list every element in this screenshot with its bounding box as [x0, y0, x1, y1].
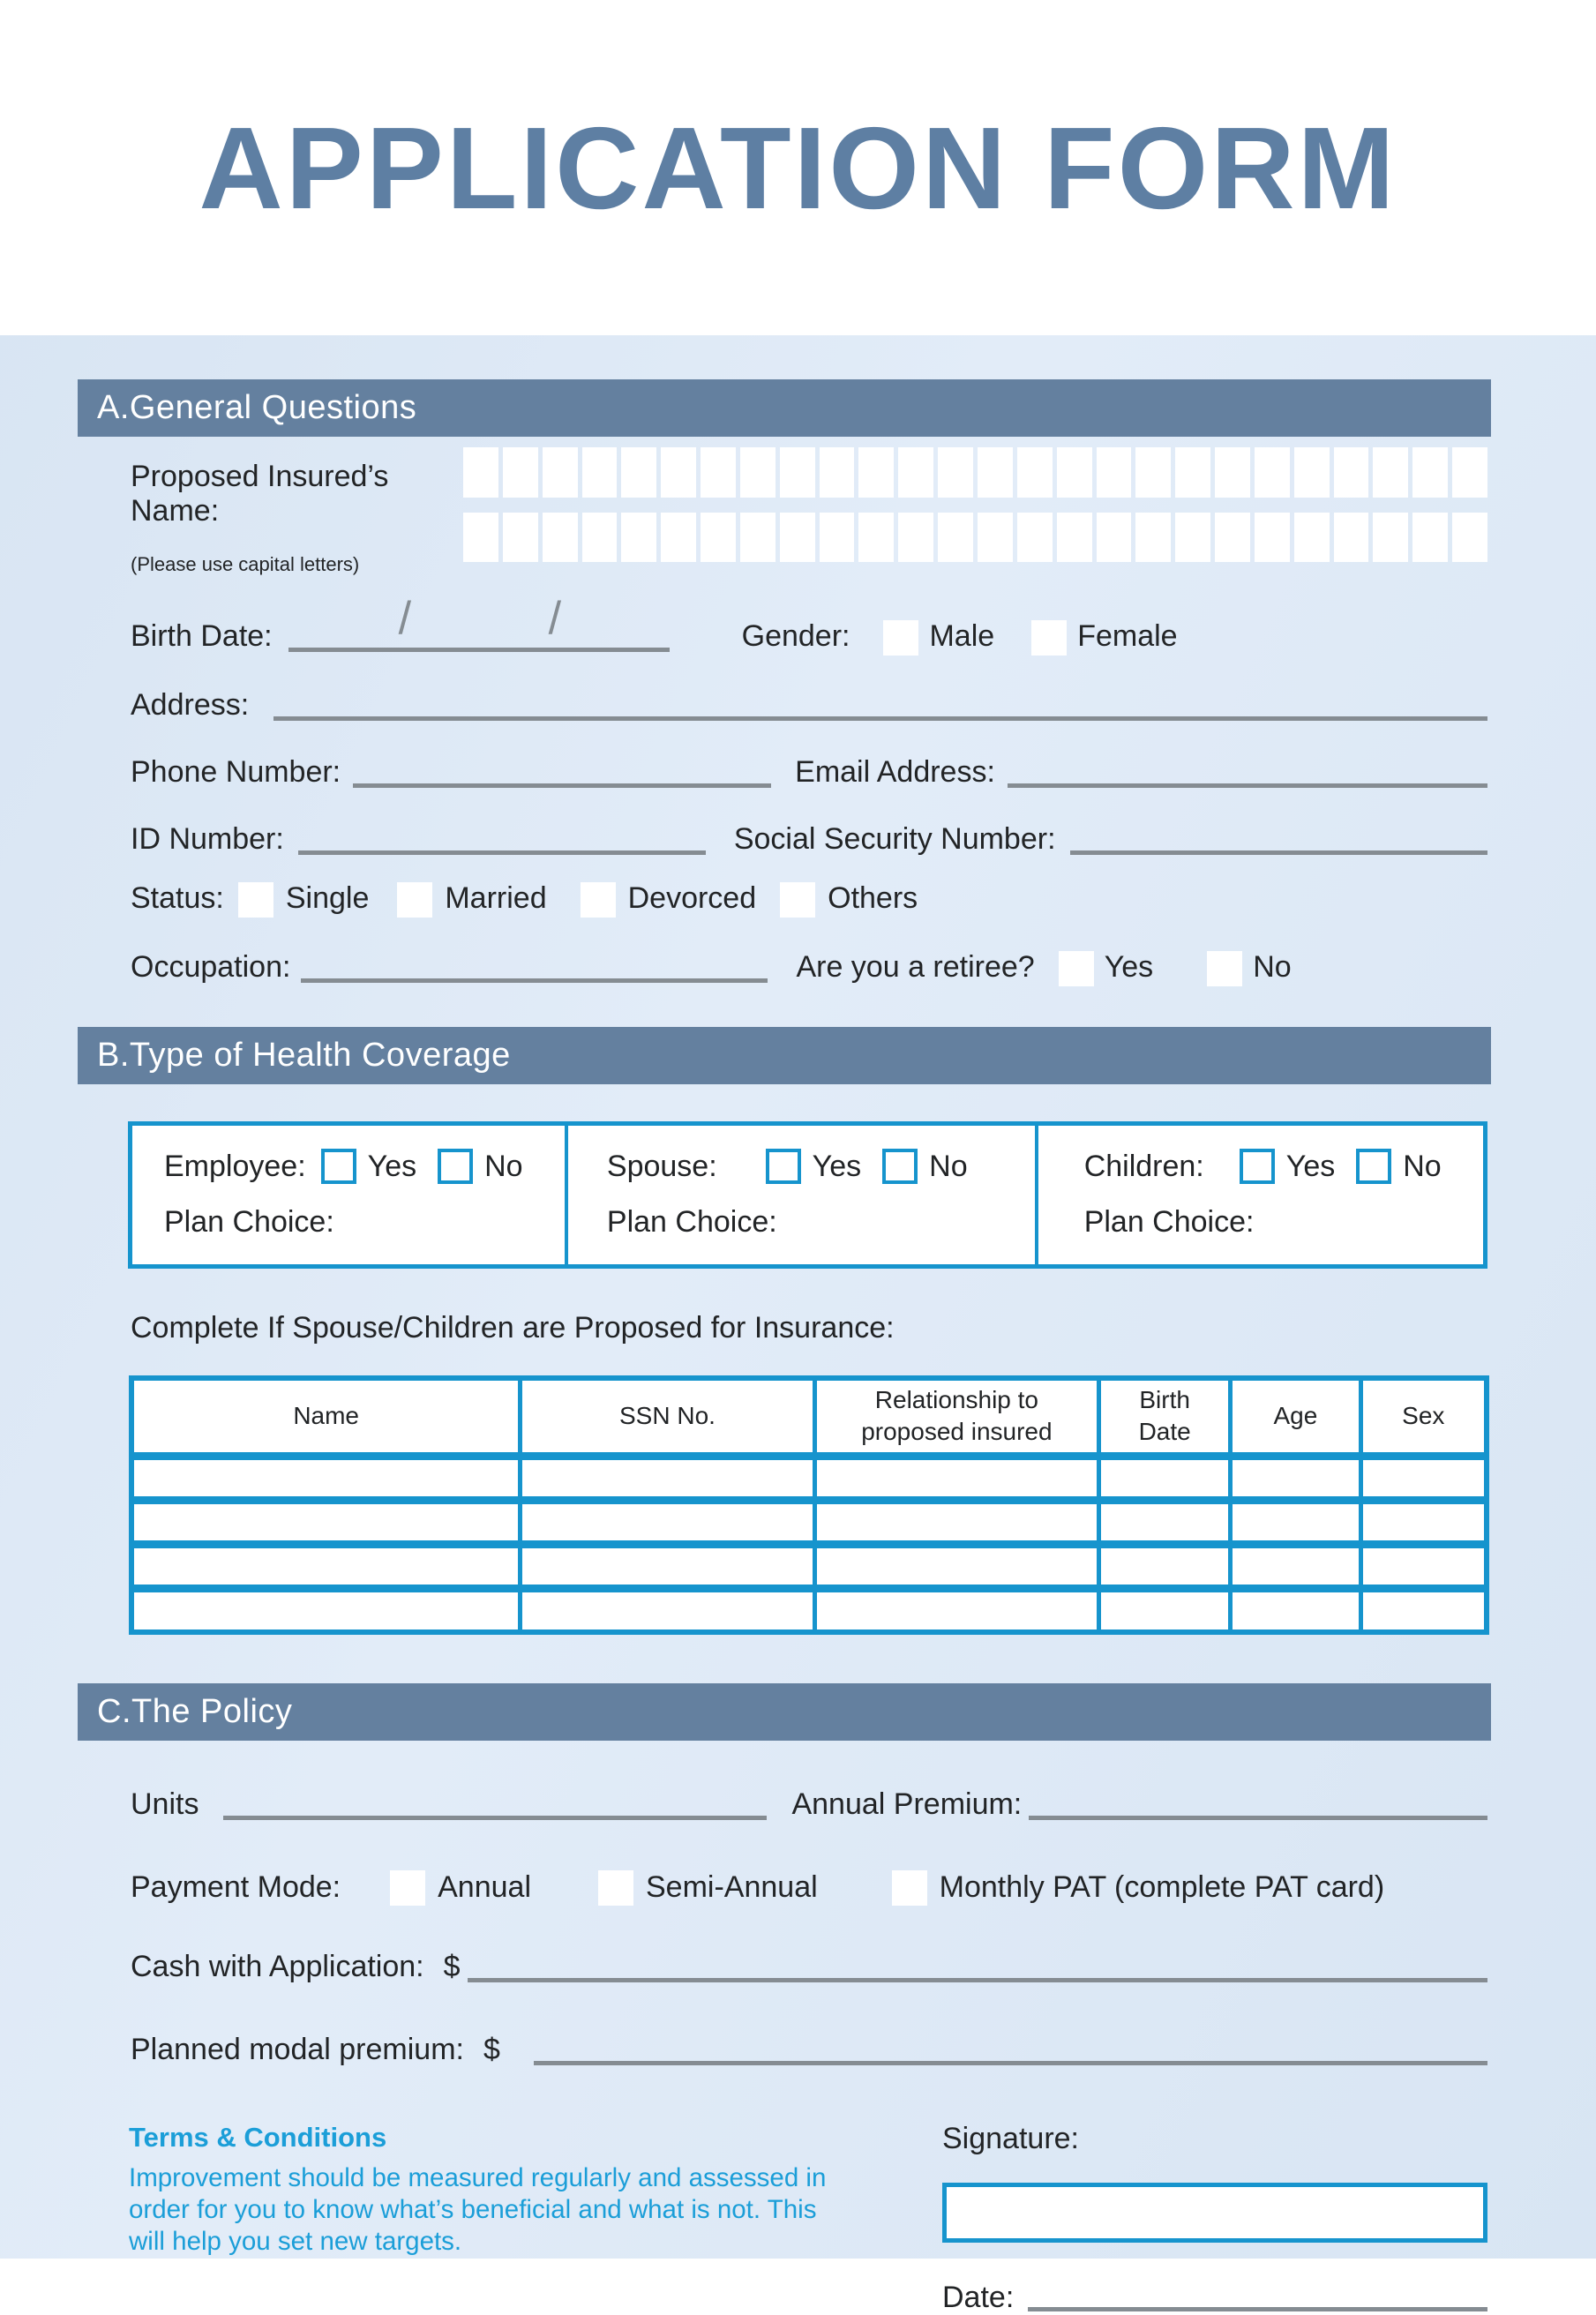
- name-char-cell[interactable]: [780, 447, 815, 498]
- status-single-checkbox[interactable]: [238, 882, 273, 918]
- address-row: [131, 682, 1487, 724]
- name-char-cell[interactable]: [621, 447, 656, 498]
- name-char-cell[interactable]: [740, 447, 776, 498]
- coverage-children-column: [1035, 1126, 1483, 1264]
- col-header-age: Age: [1231, 1378, 1360, 1456]
- capital-letters-note: (Please use capital letters): [131, 553, 360, 575]
- name-char-cell[interactable]: [978, 447, 1013, 498]
- employee-yes-label: Yes: [367, 1149, 417, 1183]
- children-plan-choice-label: Plan Choice:: [1083, 1205, 1255, 1239]
- form-title: APPLICATION FORM: [199, 102, 1397, 233]
- dependents-table-cell[interactable]: [131, 1588, 521, 1632]
- name-char-cell[interactable]: [858, 447, 894, 498]
- employee-label: Employee:: [164, 1149, 306, 1183]
- col-header-birth-date: Birth Date: [1099, 1378, 1231, 1456]
- occupation-label: Occupation:: [131, 950, 291, 984]
- name-char-cell[interactable]: [1334, 447, 1369, 498]
- units-input-line[interactable]: [223, 1781, 767, 1820]
- units-premium-row: [131, 1781, 1487, 1824]
- name-char-cell[interactable]: [858, 513, 894, 562]
- dependents-table-cell[interactable]: [1099, 1588, 1231, 1632]
- employee-no-label: No: [484, 1149, 523, 1183]
- col-header-sex: Sex: [1360, 1378, 1487, 1456]
- name-char-cell[interactable]: [701, 513, 736, 562]
- spouse-label: Spouse:: [606, 1149, 717, 1183]
- gender-label: Gender:: [741, 619, 850, 653]
- dependents-table-cell[interactable]: [131, 1456, 521, 1500]
- dependents-table-cell[interactable]: [521, 1500, 814, 1544]
- col-header-ssn: SSN No.: [521, 1378, 814, 1456]
- status-married-checkbox[interactable]: [397, 882, 432, 918]
- section-a-header: [78, 379, 1491, 437]
- cash-with-application-row: [131, 1944, 1487, 1986]
- payment-monthly-pat-checkbox[interactable]: [892, 1870, 927, 1906]
- planned-premium-row: [131, 2027, 1487, 2069]
- date-separator-slash: /: [548, 593, 562, 644]
- id-number-input-line[interactable]: [298, 816, 706, 855]
- section-a-title: A.General Questions: [97, 389, 417, 426]
- ssn-input-line[interactable]: [1070, 816, 1487, 855]
- dependents-table-cell[interactable]: [1099, 1456, 1231, 1500]
- dependents-table-cell[interactable]: [521, 1588, 814, 1632]
- dependents-table-cell[interactable]: [1360, 1544, 1487, 1588]
- name-char-cell[interactable]: [1334, 513, 1369, 562]
- employee-plan-choice-label: Plan Choice:: [164, 1205, 334, 1239]
- dependents-table-cell[interactable]: [1360, 1500, 1487, 1544]
- signature-block: [942, 2122, 1487, 2315]
- name-char-cell[interactable]: [463, 513, 498, 562]
- dependents-table-row: [131, 1456, 1487, 1500]
- name-char-cell[interactable]: [898, 447, 933, 498]
- section-b-title: B.Type of Health Coverage: [97, 1037, 511, 1074]
- name-char-boxes-row-1: [463, 447, 1487, 498]
- planned-dollar-sign: $: [483, 2033, 500, 2067]
- name-char-cell[interactable]: [661, 513, 696, 562]
- date-input-line[interactable]: [1028, 2276, 1487, 2311]
- complete-if-note: Complete If Spouse/Children are Proposed for Insurance:: [131, 1311, 895, 1345]
- dependents-table-cell[interactable]: [1099, 1544, 1231, 1588]
- payment-mode-row: [131, 1868, 1487, 1908]
- email-input-line[interactable]: [1008, 749, 1487, 788]
- dependents-table-cell[interactable]: [814, 1456, 1099, 1500]
- coverage-spouse-column: [565, 1126, 1035, 1264]
- employee-yes-checkbox[interactable]: [321, 1149, 356, 1184]
- section-c-header: [78, 1683, 1491, 1741]
- id-ssn-row: [131, 816, 1487, 858]
- cash-input-line[interactable]: [468, 1944, 1487, 1982]
- gender-male-label: Male: [929, 619, 995, 653]
- payment-annual-checkbox[interactable]: [390, 1870, 425, 1906]
- spouse-yes-checkbox[interactable]: [766, 1149, 801, 1184]
- name-char-cell[interactable]: [621, 513, 656, 562]
- payment-annual-label: Annual: [438, 1869, 531, 1904]
- signature-label: Signature:: [942, 2122, 1079, 2156]
- bottom-area: [129, 2122, 1487, 2315]
- retiree-yes-checkbox[interactable]: [1059, 951, 1094, 986]
- phone-input-line[interactable]: [353, 749, 771, 788]
- name-char-cell[interactable]: [701, 447, 736, 498]
- dependents-table-cell[interactable]: [1231, 1500, 1360, 1544]
- name-char-cell[interactable]: [661, 447, 696, 498]
- children-yes-label: Yes: [1285, 1149, 1336, 1183]
- status-devorced-checkbox[interactable]: [581, 882, 616, 918]
- dependents-table-cell[interactable]: [814, 1544, 1099, 1588]
- children-yes-checkbox[interactable]: [1240, 1149, 1275, 1184]
- name-char-boxes-row-2: [463, 513, 1487, 562]
- date-separator-slash: /: [398, 593, 412, 644]
- name-char-cell[interactable]: [1135, 513, 1171, 562]
- name-char-cell[interactable]: [1412, 447, 1448, 498]
- signature-input-box[interactable]: [942, 2183, 1487, 2243]
- children-label: Children:: [1083, 1149, 1204, 1183]
- terms-body: Improvement should be measured regularly and assessed in order for you to know what’s beneficial and what is not. This will help you set new targets.: [129, 2163, 827, 2257]
- name-char-cell[interactable]: [740, 513, 776, 562]
- name-char-cell[interactable]: [978, 513, 1013, 562]
- annual-premium-input-line[interactable]: [1029, 1781, 1487, 1820]
- name-char-cell[interactable]: [1452, 447, 1487, 498]
- phone-email-row: [131, 749, 1487, 791]
- name-char-cell[interactable]: [1175, 447, 1210, 498]
- dependents-table-row: [131, 1588, 1487, 1632]
- coverage-box: [128, 1121, 1487, 1269]
- dependents-table-body: [131, 1456, 1487, 1632]
- date-row: [942, 2276, 1487, 2315]
- dependents-table-cell[interactable]: [1231, 1544, 1360, 1588]
- dependents-table-cell[interactable]: [1360, 1456, 1487, 1500]
- retiree-yes-label: Yes: [1104, 950, 1154, 984]
- payment-semi-annual-checkbox[interactable]: [598, 1870, 633, 1906]
- dependents-table-cell[interactable]: [1099, 1500, 1231, 1544]
- spouse-no-label: No: [929, 1149, 968, 1183]
- name-char-cell[interactable]: [582, 447, 618, 498]
- children-no-label: No: [1403, 1149, 1442, 1183]
- id-number-label: ID Number:: [131, 822, 284, 856]
- section-b-header: [78, 1027, 1491, 1084]
- name-char-cell[interactable]: [503, 513, 538, 562]
- spouse-plan-choice-label: Plan Choice:: [606, 1205, 777, 1239]
- gender-female-label: Female: [1077, 619, 1178, 653]
- annual-premium-label: Annual Premium:: [791, 1787, 1023, 1822]
- name-char-cell[interactable]: [1412, 513, 1448, 562]
- name-char-cell[interactable]: [1255, 513, 1290, 562]
- occupation-input-line[interactable]: [301, 944, 768, 983]
- dependents-table-head: [131, 1378, 1487, 1456]
- name-char-cell[interactable]: [1373, 513, 1408, 562]
- status-single-label: Single: [285, 881, 370, 915]
- name-char-cell[interactable]: [1294, 513, 1330, 562]
- dependents-table-wrap: [129, 1375, 1489, 1635]
- status-row: [131, 881, 1487, 918]
- address-label: Address:: [131, 688, 250, 722]
- name-char-cell[interactable]: [582, 513, 618, 562]
- status-married-label: Married: [445, 881, 547, 915]
- spouse-yes-label: Yes: [812, 1149, 862, 1183]
- dependents-table-row: [131, 1544, 1487, 1588]
- name-char-cell[interactable]: [820, 447, 855, 498]
- dependents-table-cell[interactable]: [521, 1544, 814, 1588]
- occupation-retiree-row: [131, 944, 1487, 986]
- terms-block: [129, 2122, 905, 2315]
- name-char-cell[interactable]: [820, 513, 855, 562]
- address-input-line[interactable]: [273, 682, 1487, 721]
- col-header-relationship: Relationship to proposed insured: [814, 1378, 1099, 1456]
- dependents-table-cell[interactable]: [814, 1500, 1099, 1544]
- name-char-cell[interactable]: [1255, 447, 1290, 498]
- dependents-table: [129, 1375, 1489, 1635]
- dependents-table-cell[interactable]: [131, 1544, 521, 1588]
- name-char-cell[interactable]: [1057, 513, 1092, 562]
- name-char-cell[interactable]: [1017, 513, 1053, 562]
- planned-premium-label: Planned modal premium:: [131, 2033, 464, 2067]
- retiree-question-label: Are you a retiree?: [796, 950, 1035, 984]
- name-char-cell[interactable]: [1215, 513, 1250, 562]
- name-char-cell[interactable]: [938, 513, 973, 562]
- name-char-cell[interactable]: [1215, 447, 1250, 498]
- employee-no-checkbox[interactable]: [438, 1149, 473, 1184]
- name-char-cell[interactable]: [1057, 447, 1092, 498]
- insured-name-boxes: [463, 447, 1487, 576]
- status-label: Status:: [131, 881, 224, 915]
- name-char-cell[interactable]: [1135, 447, 1171, 498]
- col-header-name: Name: [131, 1378, 521, 1456]
- gender-male-checkbox[interactable]: [883, 620, 918, 656]
- form-header: [0, 0, 1596, 335]
- insured-name-row: [131, 447, 1487, 576]
- cash-dollar-sign: $: [443, 1950, 461, 1984]
- birth-date-label: Birth Date:: [131, 619, 273, 653]
- status-devorced-label: Devorced: [627, 881, 757, 915]
- dependents-table-cell[interactable]: [521, 1456, 814, 1500]
- email-label: Email Address:: [795, 755, 995, 789]
- dependents-table-cell[interactable]: [1231, 1456, 1360, 1500]
- dependents-table-cell[interactable]: [814, 1588, 1099, 1632]
- name-char-cell[interactable]: [1373, 447, 1408, 498]
- name-char-cell[interactable]: [780, 513, 815, 562]
- retiree-no-label: No: [1253, 950, 1292, 984]
- birth-gender-row: [131, 593, 1487, 656]
- payment-semi-annual-label: Semi-Annual: [646, 1869, 818, 1904]
- payment-monthly-pat-label: Monthly PAT (complete PAT card): [939, 1869, 1385, 1904]
- dependents-table-cell[interactable]: [1360, 1588, 1487, 1632]
- name-char-cell[interactable]: [503, 447, 538, 498]
- name-char-cell[interactable]: [898, 513, 933, 562]
- name-char-cell[interactable]: [1097, 513, 1132, 562]
- retiree-no-checkbox[interactable]: [1207, 951, 1242, 986]
- name-char-cell[interactable]: [1175, 513, 1210, 562]
- coverage-employee-column: [132, 1126, 565, 1264]
- planned-premium-input-line[interactable]: [534, 2027, 1487, 2065]
- status-others-checkbox[interactable]: [780, 882, 815, 918]
- cash-label: Cash with Application:: [131, 1950, 424, 1984]
- name-char-cell[interactable]: [1017, 447, 1053, 498]
- status-others-label: Others: [828, 881, 918, 915]
- payment-mode-label: Payment Mode:: [131, 1869, 341, 1904]
- name-char-cell[interactable]: [938, 447, 973, 498]
- dependents-table-row: [131, 1500, 1487, 1544]
- dependents-table-cell[interactable]: [131, 1500, 521, 1544]
- spouse-no-checkbox[interactable]: [882, 1149, 918, 1184]
- section-c-title: C.The Policy: [97, 1693, 293, 1731]
- units-label: Units: [131, 1787, 199, 1822]
- name-char-cell[interactable]: [1294, 447, 1330, 498]
- dependents-table-cell[interactable]: [1231, 1588, 1360, 1632]
- gender-female-checkbox[interactable]: [1031, 620, 1067, 656]
- name-char-cell[interactable]: [1097, 447, 1132, 498]
- name-char-cell[interactable]: [543, 447, 578, 498]
- terms-title: Terms & Conditions: [129, 2122, 387, 2154]
- date-label: Date:: [942, 2281, 1015, 2315]
- name-char-cell[interactable]: [463, 447, 498, 498]
- insured-name-labels: [131, 447, 463, 576]
- children-no-checkbox[interactable]: [1356, 1149, 1391, 1184]
- ssn-label: Social Security Number:: [733, 822, 1056, 856]
- insured-name-label: Proposed Insured’s Name:: [131, 460, 389, 528]
- name-char-cell[interactable]: [543, 513, 578, 562]
- birth-date-input-line[interactable]: [288, 593, 670, 652]
- phone-label: Phone Number:: [131, 755, 341, 789]
- name-char-cell[interactable]: [1452, 513, 1487, 562]
